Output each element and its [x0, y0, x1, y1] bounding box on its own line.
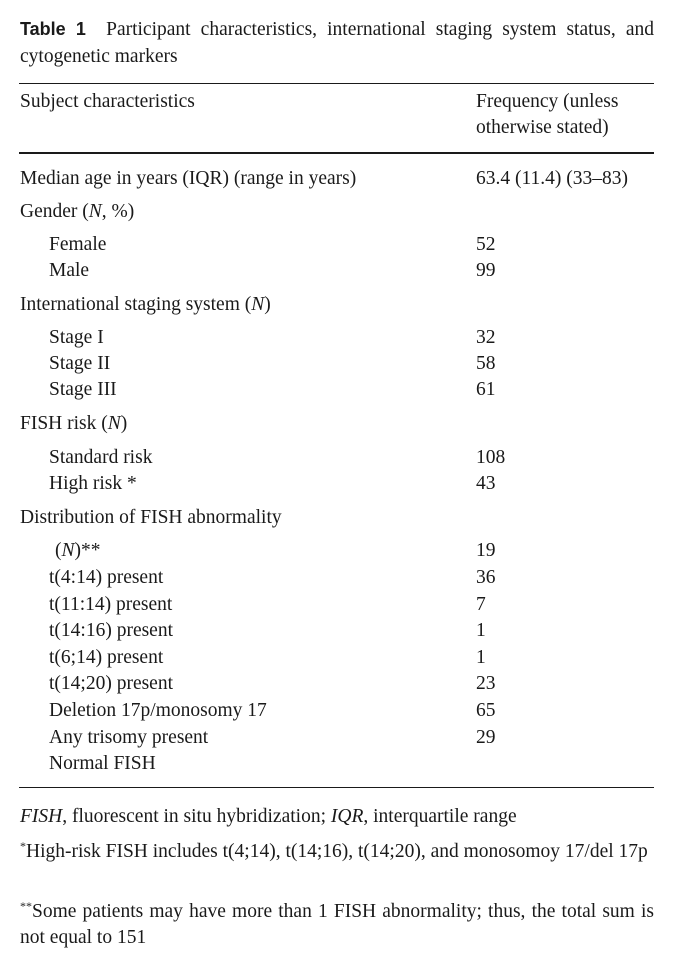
row-label: Standard risk: [49, 447, 153, 468]
row-label: (N)**: [55, 540, 101, 561]
row-label: t(6;14) present: [49, 647, 164, 668]
row-label: Distribution of FISH abnormality: [20, 507, 282, 528]
row-value: 1: [476, 620, 486, 641]
row-label: Female: [49, 234, 107, 255]
row-label: t(14:16) present: [49, 620, 174, 641]
column-header-frequency: [476, 89, 618, 141]
row-label: t(11:14) present: [49, 594, 173, 615]
row-label: FISH risk (N): [20, 413, 128, 434]
header-rule: [19, 152, 654, 154]
row-value: 29: [476, 727, 496, 748]
footnote-abnormality: **Some patients may have more than 1 FISH abnormality; thus, the total sum is not equal to 151: [20, 899, 654, 948]
row-value: 58: [476, 353, 496, 374]
table-row: [0, 351, 674, 377]
row-label: Deletion 17p/monosomy 17: [49, 700, 267, 721]
row-label: Normal FISH: [49, 753, 156, 774]
footnote-abbreviations: FISH, fluorescent in situ hybridization; IQR, interquartile range: [20, 806, 517, 827]
table-row: [0, 751, 674, 777]
table-row: [0, 377, 674, 403]
table-row: [0, 645, 674, 671]
row-value: 63.4 (11.4) (33–83): [476, 168, 629, 189]
footnote-high-risk: *High-risk FISH includes t(4;14), t(14;16), t(14;20), and monosomoy 17/del 17p: [20, 839, 648, 862]
row-value: 36: [476, 567, 496, 588]
table-row: [0, 698, 674, 724]
row-label: Stage III: [49, 379, 117, 400]
table-caption: [20, 16, 654, 70]
row-value: 7: [476, 594, 486, 615]
row-value: 65: [476, 700, 496, 721]
table-row: [0, 232, 674, 258]
row-label: Male: [49, 260, 90, 281]
row-label: Median age in years (IQR) (range in years): [20, 168, 357, 189]
row-value: 32: [476, 327, 496, 348]
table-row: [0, 671, 674, 697]
row-label: High risk *: [49, 473, 137, 494]
row-label: Stage I: [49, 327, 104, 348]
table-row: [0, 725, 674, 751]
row-value: 108: [476, 447, 506, 468]
table-row: [0, 592, 674, 618]
table-row: [0, 618, 674, 644]
row-value: 61: [476, 379, 496, 400]
row-label: International staging system (N): [20, 294, 271, 315]
row-label: Any trisomy present: [49, 727, 209, 748]
table-row: [0, 411, 674, 437]
table-row: [0, 471, 674, 497]
column-header-frequency-line1: Frequency (unless: [476, 91, 619, 112]
table-row: [0, 565, 674, 591]
top-rule: [19, 83, 654, 84]
table-row: [0, 292, 674, 318]
row-value: 19: [476, 540, 496, 561]
row-label: Stage II: [49, 353, 111, 374]
footnote-marker: **: [20, 899, 32, 913]
table-row: [0, 325, 674, 351]
column-header-characteristics: Subject characteristics: [20, 91, 195, 112]
row-value: 99: [476, 260, 496, 281]
table-title: Participant characteristics, international staging system status, and cytogenetic markers: [20, 19, 654, 67]
row-label: t(4:14) present: [49, 567, 164, 588]
row-value: 43: [476, 473, 496, 494]
column-header-frequency-line2: otherwise stated): [476, 117, 609, 138]
table-row: [0, 445, 674, 471]
row-value: 1: [476, 647, 486, 668]
row-value: 52: [476, 234, 496, 255]
row-label: t(14;20) present: [49, 673, 174, 694]
row-value: 23: [476, 673, 496, 694]
footnote-marker: *: [20, 839, 26, 853]
row-label: Gender (N, %): [20, 201, 135, 222]
table-row: [0, 166, 674, 192]
table-label: Table 1: [20, 19, 86, 39]
table-row: [0, 505, 674, 531]
table-row: [0, 199, 674, 225]
bottom-rule: [19, 787, 654, 788]
table-row: [0, 538, 674, 564]
table-row: [0, 258, 674, 284]
